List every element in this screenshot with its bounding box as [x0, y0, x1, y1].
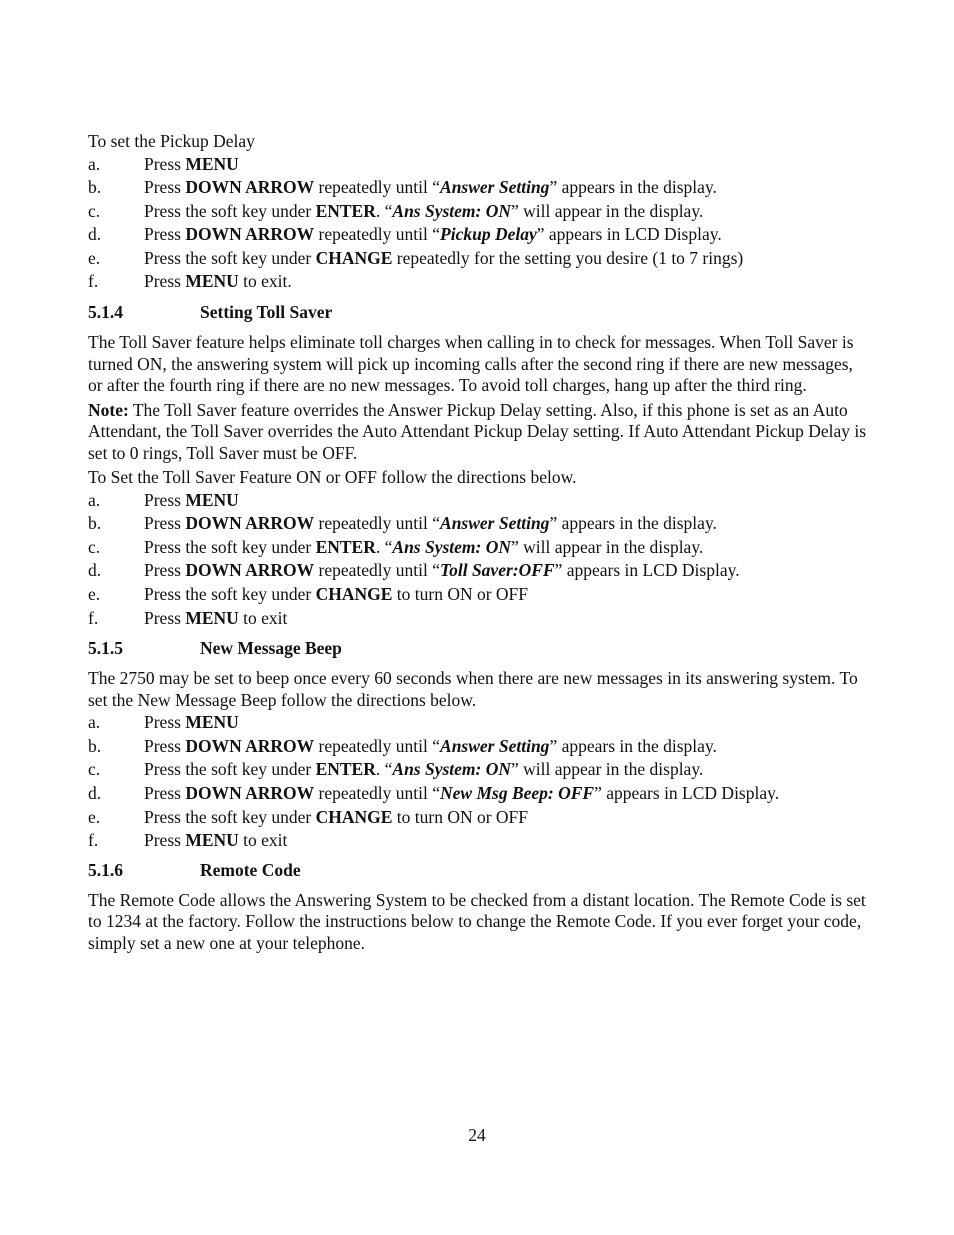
- list-item: b. Press DOWN ARROW repeatedly until “Answer Setting” appears in the display.: [88, 513, 717, 534]
- list-item: d. Press DOWN ARROW repeatedly until “Pickup Delay” appears in LCD Display.: [88, 224, 722, 245]
- list-item: c. Press the soft key under ENTER. “Ans System: ON” will appear in the display.: [88, 200, 704, 221]
- toll-saver-description: The Toll Saver feature helps eliminate toll charges when calling in to check for messages. When Toll Saver is turned ON, the answering system will pick up incoming calls after the second ring if there are new messages, or after the fourth ring if there are no new messages. To avoid toll charges, hang up after the third ring.: [88, 332, 854, 396]
- toll-saver-steps: [88, 489, 870, 631]
- list-item: a. Press MENU: [88, 489, 239, 510]
- section-title: New Message Beep: [200, 638, 342, 659]
- list-item: b. Press DOWN ARROW repeatedly until “Answer Setting” appears in the display.: [88, 177, 717, 198]
- pickup-intro: To set the Pickup Delay: [88, 131, 255, 151]
- section-title: Setting Toll Saver: [200, 302, 333, 323]
- section-number: 5.1.6: [88, 859, 123, 880]
- list-item: e. Press the soft key under CHANGE repeatedly for the setting you desire (1 to 7 rings): [88, 247, 744, 268]
- toll-saver-note: Note: The Toll Saver feature overrides the Answer Pickup Delay setting. Also, if this phone is set as an Auto Attendant, the Toll Saver overrides the Auto Attendant Pickup Delay setting. If Auto Attendant Pickup Delay is set to 0 rings, Toll Saver must be OFF.: [88, 399, 867, 463]
- section-number: 5.1.5: [88, 638, 123, 659]
- list-item: a. Press MENU: [88, 153, 239, 174]
- list-item: b. Press DOWN ARROW repeatedly until “Answer Setting” appears in the display.: [88, 735, 717, 756]
- list-item: f. Press MENU to exit.: [88, 271, 292, 292]
- list-item: a. Press MENU: [88, 712, 239, 733]
- list-item: e. Press the soft key under CHANGE to turn ON or OFF: [88, 806, 529, 827]
- section-heading-new-message-beep: [88, 637, 870, 659]
- note-label: Note:: [88, 399, 129, 420]
- remote-code-description: The Remote Code allows the Answering System to be checked from a distant location. The Remote Code is set to 1234 at the factory. Follow the instructions below to change the Remote Code. If you ever forget your code, simply set a new one at your telephone.: [88, 889, 866, 953]
- list-item: f. Press MENU to exit: [88, 830, 288, 851]
- document-page: [88, 131, 870, 954]
- section-heading-toll-saver: [88, 301, 870, 323]
- list-item: e. Press the soft key under CHANGE to turn ON or OFF: [88, 583, 529, 604]
- pickup-steps: [88, 153, 870, 295]
- list-item: d. Press DOWN ARROW repeatedly until “Toll Saver:OFF” appears in LCD Display.: [88, 560, 740, 581]
- toll-saver-intro: To Set the Toll Saver Feature ON or OFF follow the directions below.: [88, 467, 577, 488]
- section-number: 5.1.4: [88, 302, 123, 323]
- list-item: d. Press DOWN ARROW repeatedly until “New Msg Beep: OFF” appears in LCD Display.: [88, 782, 780, 803]
- section-heading-remote-code: [88, 859, 870, 881]
- new-message-beep-description: The 2750 may be set to beep once every 60 seconds when there are new messages in its answering system. To set the New Message Beep follow the directions below.: [88, 668, 858, 710]
- list-item: f. Press MENU to exit: [88, 607, 288, 628]
- list-item: c. Press the soft key under ENTER. “Ans System: ON” will appear in the display.: [88, 759, 704, 780]
- section-title: Remote Code: [200, 859, 301, 880]
- page-number: 24: [468, 1125, 486, 1145]
- list-item: c. Press the soft key under ENTER. “Ans System: ON” will appear in the display.: [88, 536, 704, 557]
- new-message-beep-steps: [88, 711, 870, 853]
